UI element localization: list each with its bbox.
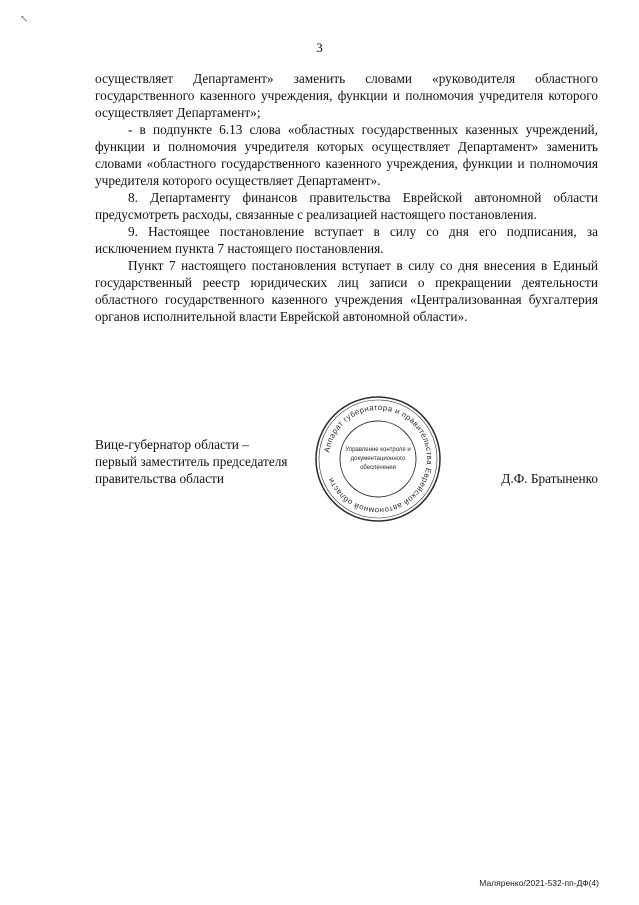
signer-title-line: первый заместитель председателя	[95, 454, 288, 469]
stamp-center-line: Управление контроля и	[345, 447, 411, 453]
signer-title-line: Вице-губернатор области –	[95, 437, 249, 452]
official-stamp	[313, 394, 443, 524]
corner-mark: ↖	[20, 14, 29, 25]
paragraph: 8. Департаменту финансов правительства Еврейской автономной области предусмотреть расходы, связанные с реализацией настоящего постановления.	[95, 190, 598, 222]
paragraph: - в подпункте 6.13 слова «областных государственных казенных учреждений, функции и полномочия учредителя которых осуществляет Департамент» заменить словами «областного государственного казенного учреждения, функции и полномочия учредителя которого осуществляет Департамент».	[95, 122, 598, 188]
stamp-ring-text: Аппарат губернатора и правительства Еврейской автономной области	[322, 402, 435, 516]
signer-title-line: правительства области	[95, 471, 224, 486]
paragraph: 9. Настоящее постановление вступает в силу со дня его подписания, за исключением пункта 7 настоящего постановления.	[95, 224, 598, 256]
paragraph: осуществляет Департамент» заменить словами «руководителя областного государственного казенного учреждения, функции и полномочия учредителя которого осуществляет Департамент»;	[95, 71, 598, 120]
signer-title	[95, 436, 288, 487]
document-body	[95, 70, 598, 325]
signer-name: Д.Ф. Братыненко	[501, 471, 598, 486]
paragraph: Пункт 7 настоящего постановления вступает в силу со дня внесения в Единый государственный реестр юридических лиц записи о прекращении деятельности областного государственного казенного учреждения «Централизованная бухгалтерия органов исполнительной власти Еврейской автономной области».	[95, 258, 598, 324]
stamp-center-line: документационного	[350, 456, 406, 462]
footer-reference: Маляренко/2021-532-пп-ДФ(4)	[479, 878, 599, 888]
stamp-center-line: обеспечения	[360, 465, 396, 471]
page-number: 3	[316, 40, 323, 55]
